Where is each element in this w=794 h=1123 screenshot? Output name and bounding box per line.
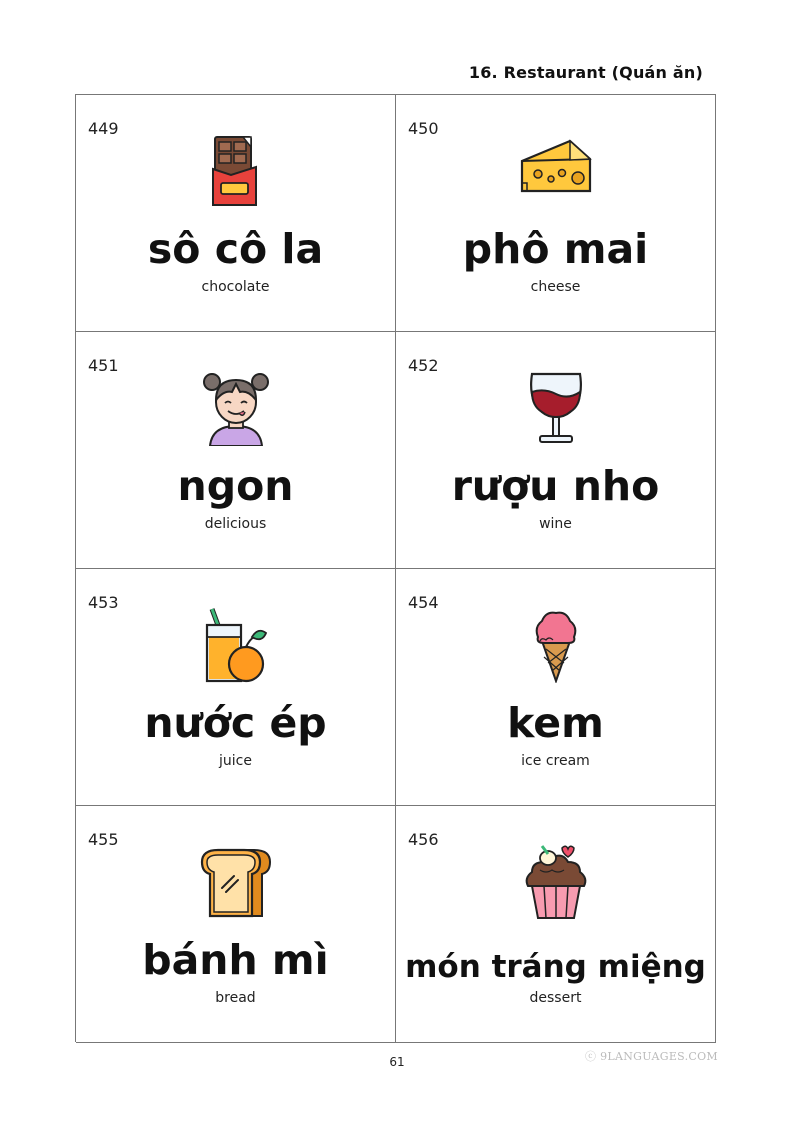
flashcard-452 (396, 332, 716, 569)
english-translation: dessert (529, 990, 582, 1006)
english-translation: bread (215, 990, 256, 1006)
copyright-watermark: ⓒ 9LANGUAGES.COM (585, 1050, 718, 1063)
vietnamese-word: ngon (177, 462, 294, 510)
card-number: 449 (88, 119, 119, 138)
english-translation: ice cream (521, 753, 590, 769)
card-number: 454 (408, 593, 439, 612)
vietnamese-word: món tráng miệng (405, 949, 706, 985)
flashcard-453 (76, 569, 396, 806)
ice-cream-cone-icon (518, 607, 594, 683)
flashcard-449 (76, 95, 396, 332)
card-number: 452 (408, 356, 439, 375)
flashcard-450 (396, 95, 716, 332)
english-translation: cheese (530, 279, 581, 295)
vietnamese-word: bánh mì (142, 936, 329, 984)
card-number: 450 (408, 119, 439, 138)
vietnamese-word: sô cô la (147, 225, 324, 273)
english-translation: chocolate (201, 279, 270, 295)
page-number: 61 (389, 1055, 405, 1069)
girl-licking-lips-icon (198, 370, 274, 446)
flashcard-455 (76, 806, 396, 1043)
english-translation: delicious (204, 516, 267, 532)
english-translation: wine (539, 516, 572, 532)
card-number: 451 (88, 356, 119, 375)
flashcard-456 (396, 806, 716, 1043)
juice-glass-orange-icon (198, 607, 274, 683)
cheese-icon (518, 133, 594, 209)
flashcard-451 (76, 332, 396, 569)
vietnamese-word: phô mai (462, 225, 649, 273)
card-number: 453 (88, 593, 119, 612)
flashcard-grid (75, 94, 716, 1042)
vietnamese-word: rượu nho (451, 462, 660, 510)
vietnamese-word: kem (507, 699, 604, 747)
flashcard-454 (396, 569, 716, 806)
english-translation: juice (219, 753, 252, 769)
bread-toast-icon (198, 844, 274, 920)
vietnamese-word: nước ép (144, 699, 327, 747)
wine-glass-icon (518, 370, 594, 446)
cupcake-icon (518, 844, 594, 920)
card-number: 456 (408, 830, 439, 849)
card-number: 455 (88, 830, 119, 849)
chocolate-icon (198, 133, 274, 209)
page-title: 16. Restaurant (Quán ăn) (468, 63, 703, 82)
